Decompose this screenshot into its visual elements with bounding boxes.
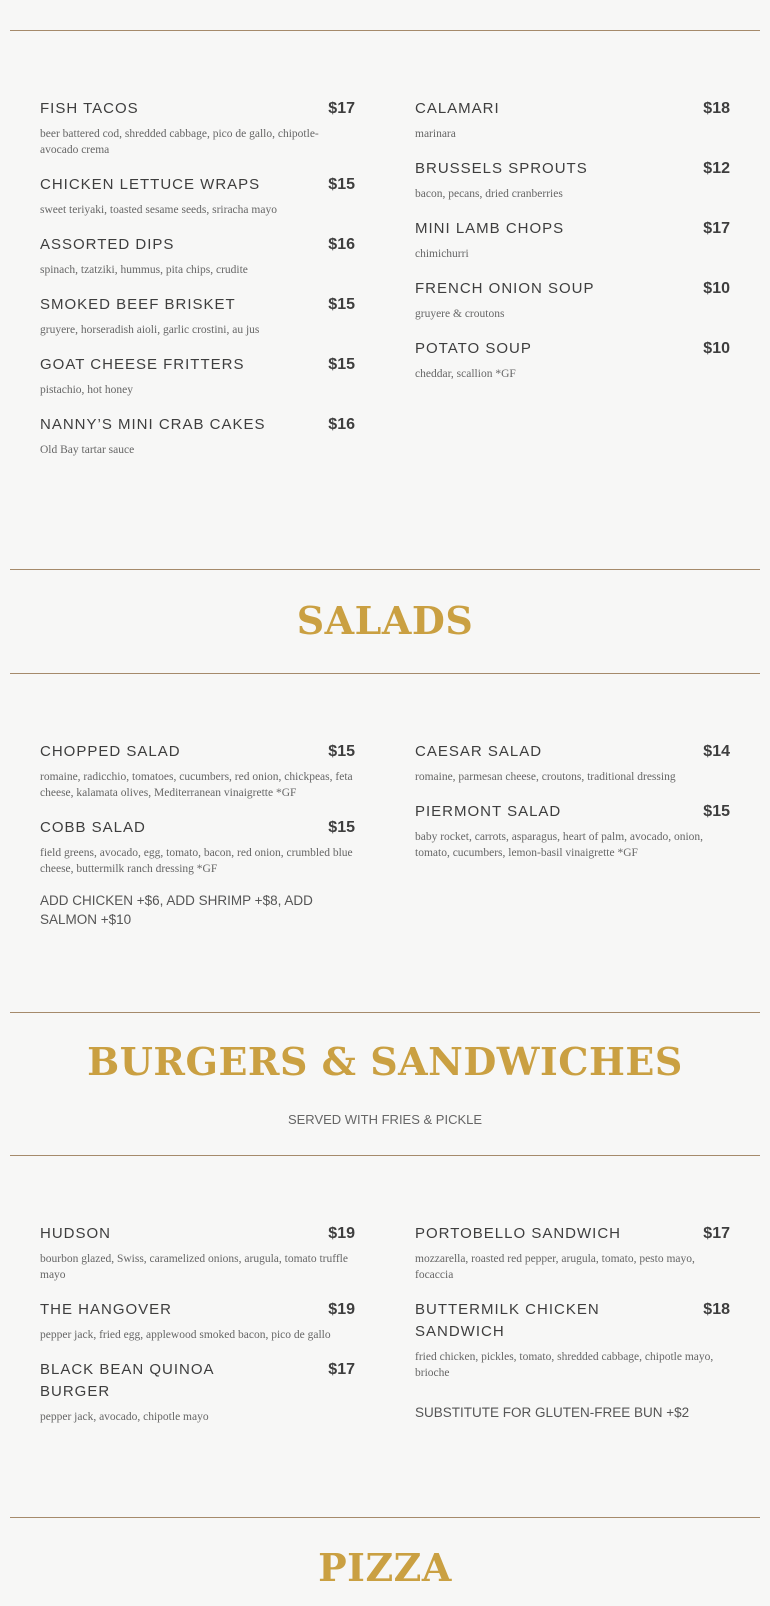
menu-item-price: $19 bbox=[328, 1225, 355, 1242]
menu-item-description: fried chicken, pickles, tomato, shredded cabbage, chipotle mayo, brioche bbox=[415, 1351, 714, 1379]
menu-item-name: BRUSSELS SPROUTS bbox=[415, 160, 588, 177]
menu-item-header bbox=[40, 354, 355, 376]
menu-item-header bbox=[415, 801, 730, 823]
menu-item-description: romaine, parmesan cheese, croutons, traditional dressing bbox=[415, 771, 676, 783]
menu-item-header bbox=[40, 1359, 355, 1403]
menu-item-price: $14 bbox=[703, 743, 730, 760]
menu-item-header bbox=[415, 1223, 730, 1245]
menu-item-description: beer battered cod, shredded cabbage, pico de gallo, chipotle-avocado crema bbox=[40, 128, 319, 156]
menu-item-header bbox=[40, 817, 355, 839]
menu-item-name: MINI LAMB CHOPS bbox=[415, 220, 565, 237]
menu-item-header bbox=[415, 338, 730, 360]
menu-item-description: field greens, avocado, egg, tomato, bacon, red onion, crumbled blue cheese, buttermilk ranch dressing *GF bbox=[40, 847, 353, 875]
menu-item bbox=[40, 354, 355, 398]
starters-right-column bbox=[415, 98, 730, 398]
menu-item-price: $16 bbox=[328, 416, 355, 433]
menu-item-price: $15 bbox=[328, 296, 355, 313]
menu-item bbox=[415, 158, 730, 202]
menu-item-header bbox=[40, 1223, 355, 1245]
menu-item-name: SMOKED BEEF BRISKET bbox=[40, 296, 236, 313]
salads-addon-note: ADD CHICKEN +$6, ADD SHRIMP +$8, ADD SALMON +$10 bbox=[40, 893, 313, 927]
menu-item-name: CALAMARI bbox=[415, 100, 500, 117]
menu-item-name: CHICKEN LETTUCE WRAPS bbox=[40, 176, 261, 193]
menu-item-description: bourbon glazed, Swiss, caramelized onions, arugula, tomato truffle mayo bbox=[40, 1253, 348, 1281]
menu-item bbox=[415, 98, 730, 142]
menu-item bbox=[415, 801, 730, 861]
menu-item-name: COBB SALAD bbox=[40, 819, 146, 836]
menu-item-description: bacon, pecans, dried cranberries bbox=[415, 188, 563, 200]
menu-item-header bbox=[415, 278, 730, 300]
menu-item bbox=[40, 294, 355, 338]
menu-item-description: sweet teriyaki, toasted sesame seeds, sriracha mayo bbox=[40, 204, 277, 216]
menu-item bbox=[40, 234, 355, 278]
menu-item-price: $15 bbox=[328, 819, 355, 836]
menu-item-description: pepper jack, fried egg, applewood smoked bacon, pico de gallo bbox=[40, 1329, 331, 1341]
menu-item-description: spinach, tzatziki, hummus, pita chips, crudite bbox=[40, 264, 248, 276]
menu-item-header bbox=[40, 294, 355, 316]
menu-item bbox=[415, 1299, 730, 1381]
menu-item-price: $10 bbox=[703, 280, 730, 297]
divider bbox=[10, 30, 760, 31]
menu-item-description: chimichurri bbox=[415, 248, 469, 260]
menu-item-name: FISH TACOS bbox=[40, 100, 139, 117]
menu-item bbox=[40, 98, 355, 158]
menu-item-price: $18 bbox=[703, 100, 730, 117]
burgers-right-column bbox=[415, 1223, 730, 1422]
menu-item-name: FRENCH ONION SOUP bbox=[415, 280, 595, 297]
section-title-burgers: BURGERS & SANDWICHES bbox=[87, 1039, 683, 1084]
section-subtitle: SERVED WITH FRIES & PICKLE bbox=[287, 1112, 483, 1127]
menu-item bbox=[40, 1359, 355, 1425]
menu-item-description: pistachio, hot honey bbox=[40, 384, 133, 396]
section-title-salads: SALADS bbox=[296, 598, 474, 643]
menu-item-description: gruyere, horseradish aioli, garlic crostini, au jus bbox=[40, 324, 260, 336]
menu-item-name: CHOPPED SALAD bbox=[40, 743, 181, 760]
menu-item bbox=[415, 278, 730, 322]
menu-item bbox=[40, 174, 355, 218]
menu-item-name: ASSORTED DIPS bbox=[40, 236, 175, 253]
menu-item-description: pepper jack, avocado, chipotle mayo bbox=[40, 1411, 209, 1423]
menu-item-price: $17 bbox=[703, 220, 730, 237]
menu-item-price: $17 bbox=[328, 100, 355, 117]
starters-left-column bbox=[40, 98, 355, 474]
menu-item-price: $17 bbox=[328, 1361, 355, 1378]
menu-item-header bbox=[415, 1299, 730, 1343]
menu-item-name: BUTTERMILK CHICKEN SANDWICH bbox=[415, 1301, 600, 1340]
menu-item-header bbox=[415, 158, 730, 180]
menu-item-header bbox=[40, 414, 355, 436]
menu-item-header bbox=[415, 218, 730, 240]
menu-item-price: $12 bbox=[703, 160, 730, 177]
divider bbox=[10, 1155, 760, 1156]
menu-item-description: gruyere & croutons bbox=[415, 308, 505, 320]
menu-item bbox=[40, 1299, 355, 1343]
menu-item-price: $16 bbox=[328, 236, 355, 253]
menu-item bbox=[40, 817, 355, 877]
menu-item-header bbox=[40, 234, 355, 256]
menu-item-description: cheddar, scallion *GF bbox=[415, 368, 516, 380]
menu-item-description: Old Bay tartar sauce bbox=[40, 444, 135, 456]
menu-item-price: $19 bbox=[328, 1301, 355, 1318]
menu-item bbox=[40, 1223, 355, 1283]
divider bbox=[10, 673, 760, 674]
menu-item-name: PIERMONT SALAD bbox=[415, 803, 562, 820]
menu-item-header bbox=[415, 741, 730, 763]
menu-item bbox=[415, 218, 730, 262]
menu-item-name: GOAT CHEESE FRITTERS bbox=[40, 356, 245, 373]
menu-item bbox=[415, 338, 730, 382]
menu-item-header bbox=[40, 1299, 355, 1321]
menu-item-price: $17 bbox=[703, 1225, 730, 1242]
menu-item-name: CAESAR SALAD bbox=[415, 743, 543, 760]
menu-item-name: THE HANGOVER bbox=[40, 1301, 173, 1318]
menu-item-description: mozzarella, roasted red pepper, arugula, tomato, pesto mayo, focaccia bbox=[415, 1253, 695, 1281]
menu-item-header bbox=[40, 174, 355, 196]
menu-item-name: BLACK BEAN QUINOA BURGER bbox=[40, 1361, 214, 1400]
menu-item-price: $15 bbox=[328, 743, 355, 760]
salads-right-column bbox=[415, 741, 730, 877]
menu-item-description: marinara bbox=[415, 128, 456, 140]
menu-item bbox=[415, 1223, 730, 1283]
divider bbox=[10, 569, 760, 570]
menu-item-header bbox=[40, 98, 355, 120]
menu-item-header bbox=[40, 741, 355, 763]
menu-item-name: NANNY’S MINI CRAB CAKES bbox=[40, 416, 266, 433]
menu-item-header bbox=[415, 98, 730, 120]
menu-item-price: $15 bbox=[328, 176, 355, 193]
menu-item-price: $15 bbox=[703, 803, 730, 820]
gluten-free-note: SUBSTITUTE FOR GLUTEN-FREE BUN +$2 bbox=[415, 1405, 690, 1420]
menu-item-price: $18 bbox=[703, 1301, 730, 1318]
menu-item-description: romaine, radicchio, tomatoes, cucumbers, red onion, chickpeas, feta cheese, kalamata olives, Mediterranean vinaigrette *GF bbox=[40, 771, 353, 799]
divider bbox=[10, 1517, 760, 1518]
section-title-pizza: PIZZA bbox=[318, 1545, 452, 1590]
menu-item bbox=[40, 741, 355, 801]
menu-item-price: $15 bbox=[328, 356, 355, 373]
divider bbox=[10, 1012, 760, 1013]
menu-item-name: HUDSON bbox=[40, 1225, 112, 1242]
menu-item-price: $10 bbox=[703, 340, 730, 357]
menu-item-description: baby rocket, carrots, asparagus, heart of palm, avocado, onion, tomato, cucumbers, lemon-basil vinaigrette *GF bbox=[415, 831, 704, 859]
salads-left-column bbox=[40, 741, 355, 929]
menu-item-name: POTATO SOUP bbox=[415, 340, 532, 357]
menu-item bbox=[40, 414, 355, 458]
menu-item-name: PORTOBELLO SANDWICH bbox=[415, 1225, 621, 1242]
burgers-left-column bbox=[40, 1223, 355, 1441]
menu-item bbox=[415, 741, 730, 785]
